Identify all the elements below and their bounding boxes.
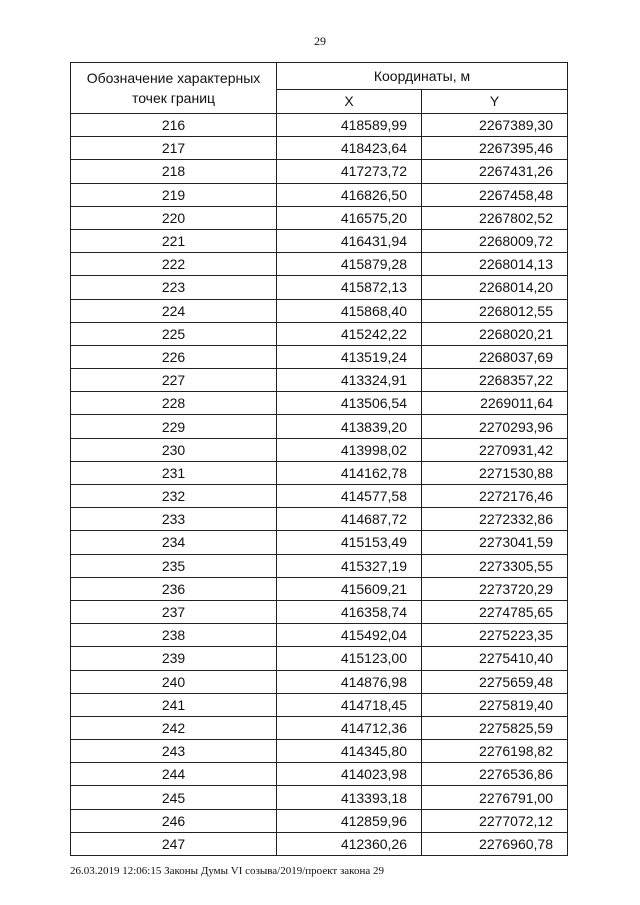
table-row	[71, 554, 568, 577]
table-row	[71, 832, 568, 855]
x-coordinate-cell: 414023,98	[277, 763, 422, 786]
header-coordinates: Координаты, м	[277, 63, 568, 90]
point-number-cell: 236	[71, 577, 277, 600]
x-coordinate-cell: 415609,21	[277, 577, 422, 600]
point-number-cell: 226	[71, 345, 277, 368]
table-row	[71, 670, 568, 693]
y-coordinate-cell: 2273305,55	[422, 554, 568, 577]
y-coordinate-cell: 2275659,48	[422, 670, 568, 693]
y-coordinate-cell: 2267389,30	[422, 114, 568, 137]
table-row	[71, 322, 568, 345]
x-coordinate-cell: 413506,54	[277, 392, 422, 415]
y-coordinate-cell: 2268020,21	[422, 322, 568, 345]
point-number-cell: 223	[71, 276, 277, 299]
point-number-cell: 227	[71, 369, 277, 392]
table-row	[71, 693, 568, 716]
page-number: 29	[314, 34, 326, 48]
y-coordinate-cell: 2270931,42	[422, 438, 568, 461]
y-coordinate-cell: 2271530,88	[422, 461, 568, 484]
y-coordinate-cell: 2276960,78	[422, 832, 568, 855]
y-coordinate-cell: 2267395,46	[422, 137, 568, 160]
table-row	[71, 438, 568, 461]
coordinates-table-body	[71, 114, 568, 856]
y-coordinate-cell: 2268012,55	[422, 299, 568, 322]
x-coordinate-cell: 418423,64	[277, 137, 422, 160]
x-coordinate-cell: 414712,36	[277, 716, 422, 739]
point-number-cell: 233	[71, 508, 277, 531]
y-coordinate-cell: 2274785,65	[422, 600, 568, 623]
y-coordinate-cell: 2268014,20	[422, 276, 568, 299]
x-coordinate-cell: 414876,98	[277, 670, 422, 693]
table-row	[71, 461, 568, 484]
point-number-cell: 222	[71, 253, 277, 276]
y-coordinate-cell: 2268014,13	[422, 253, 568, 276]
point-number-cell: 219	[71, 183, 277, 206]
y-coordinate-cell: 2267431,26	[422, 160, 568, 183]
y-coordinate-cell: 2268009,72	[422, 229, 568, 252]
y-coordinate-cell: 2276791,00	[422, 786, 568, 809]
table-row	[71, 600, 568, 623]
point-number-cell: 220	[71, 206, 277, 229]
x-coordinate-cell: 417273,72	[277, 160, 422, 183]
table-row	[71, 577, 568, 600]
point-number-cell: 234	[71, 531, 277, 554]
x-coordinate-cell: 415123,00	[277, 647, 422, 670]
y-coordinate-cell: 2267458,48	[422, 183, 568, 206]
y-coordinate-cell: 2267802,52	[422, 206, 568, 229]
table-row	[71, 740, 568, 763]
x-coordinate-cell: 413519,24	[277, 345, 422, 368]
x-coordinate-cell: 415879,28	[277, 253, 422, 276]
point-number-cell: 247	[71, 832, 277, 855]
point-number-cell: 224	[71, 299, 277, 322]
coordinates-table	[70, 62, 568, 856]
document-footer: 26.03.2019 12:06:15 Законы Думы VI созыва/2019/проект закона 29	[70, 865, 384, 877]
point-number-cell: 238	[71, 624, 277, 647]
y-coordinate-cell: 2268037,69	[422, 345, 568, 368]
x-coordinate-cell: 413324,91	[277, 369, 422, 392]
x-coordinate-cell: 412360,26	[277, 832, 422, 855]
point-number-cell: 235	[71, 554, 277, 577]
table-row	[71, 415, 568, 438]
x-coordinate-cell: 416358,74	[277, 600, 422, 623]
point-number-cell: 241	[71, 693, 277, 716]
point-number-cell: 242	[71, 716, 277, 739]
point-number-cell: 230	[71, 438, 277, 461]
y-coordinate-cell: 2277072,12	[422, 809, 568, 832]
y-coordinate-cell: 2273720,29	[422, 577, 568, 600]
point-number-cell: 231	[71, 461, 277, 484]
point-number-cell: 239	[71, 647, 277, 670]
point-number-cell: 218	[71, 160, 277, 183]
y-coordinate-cell: 2268357,22	[422, 369, 568, 392]
table-row	[71, 508, 568, 531]
x-coordinate-cell: 414162,78	[277, 461, 422, 484]
x-coordinate-cell: 414577,58	[277, 485, 422, 508]
y-coordinate-cell: 2275819,40	[422, 693, 568, 716]
header-point-designation: Обозначение характерных точек границ	[71, 63, 277, 114]
x-coordinate-cell: 413839,20	[277, 415, 422, 438]
table-row	[71, 276, 568, 299]
x-coordinate-cell: 418589,99	[277, 114, 422, 137]
x-coordinate-cell: 414345,80	[277, 740, 422, 763]
x-coordinate-cell: 416575,20	[277, 206, 422, 229]
table-row	[71, 531, 568, 554]
y-coordinate-cell: 2275223,35	[422, 624, 568, 647]
table-row	[71, 786, 568, 809]
table-row	[71, 647, 568, 670]
y-coordinate-cell: 2270293,96	[422, 415, 568, 438]
table-row	[71, 229, 568, 252]
point-number-cell: 237	[71, 600, 277, 623]
point-number-cell: 244	[71, 763, 277, 786]
x-coordinate-cell: 414687,72	[277, 508, 422, 531]
table-row	[71, 716, 568, 739]
x-coordinate-cell: 416826,50	[277, 183, 422, 206]
x-coordinate-cell: 415868,40	[277, 299, 422, 322]
x-coordinate-cell: 415242,22	[277, 322, 422, 345]
point-number-cell: 221	[71, 229, 277, 252]
y-coordinate-cell: 2272176,46	[422, 485, 568, 508]
y-coordinate-cell: 2275410,40	[422, 647, 568, 670]
point-number-cell: 232	[71, 485, 277, 508]
y-coordinate-cell: 2272332,86	[422, 508, 568, 531]
table-row	[71, 345, 568, 368]
point-number-cell: 217	[71, 137, 277, 160]
header-x: X	[277, 89, 422, 113]
y-coordinate-cell: 2275825,59	[422, 716, 568, 739]
y-coordinate-cell: 2276536,86	[422, 763, 568, 786]
table-row	[71, 809, 568, 832]
point-number-cell: 245	[71, 786, 277, 809]
x-coordinate-cell: 413393,18	[277, 786, 422, 809]
table-row	[71, 137, 568, 160]
x-coordinate-cell: 412859,96	[277, 809, 422, 832]
y-coordinate-cell: 2276198,82	[422, 740, 568, 763]
table-row	[71, 160, 568, 183]
point-number-cell: 243	[71, 740, 277, 763]
x-coordinate-cell: 415153,49	[277, 531, 422, 554]
table-row	[71, 206, 568, 229]
point-number-cell: 228	[71, 392, 277, 415]
x-coordinate-cell: 413998,02	[277, 438, 422, 461]
table-row	[71, 485, 568, 508]
header-y: Y	[422, 89, 568, 113]
table-row	[71, 369, 568, 392]
table-row	[71, 392, 568, 415]
table-row	[71, 624, 568, 647]
y-coordinate-cell: 2269011,64	[422, 392, 568, 415]
table-row	[71, 299, 568, 322]
point-number-cell: 240	[71, 670, 277, 693]
x-coordinate-cell: 415492,04	[277, 624, 422, 647]
table-row	[71, 183, 568, 206]
y-coordinate-cell: 2273041,59	[422, 531, 568, 554]
x-coordinate-cell: 416431,94	[277, 229, 422, 252]
table-row	[71, 253, 568, 276]
x-coordinate-cell: 415872,13	[277, 276, 422, 299]
point-number-cell: 225	[71, 322, 277, 345]
table-row	[71, 114, 568, 137]
x-coordinate-cell: 414718,45	[277, 693, 422, 716]
x-coordinate-cell: 415327,19	[277, 554, 422, 577]
point-number-cell: 216	[71, 114, 277, 137]
point-number-cell: 246	[71, 809, 277, 832]
table-row	[71, 763, 568, 786]
point-number-cell: 229	[71, 415, 277, 438]
